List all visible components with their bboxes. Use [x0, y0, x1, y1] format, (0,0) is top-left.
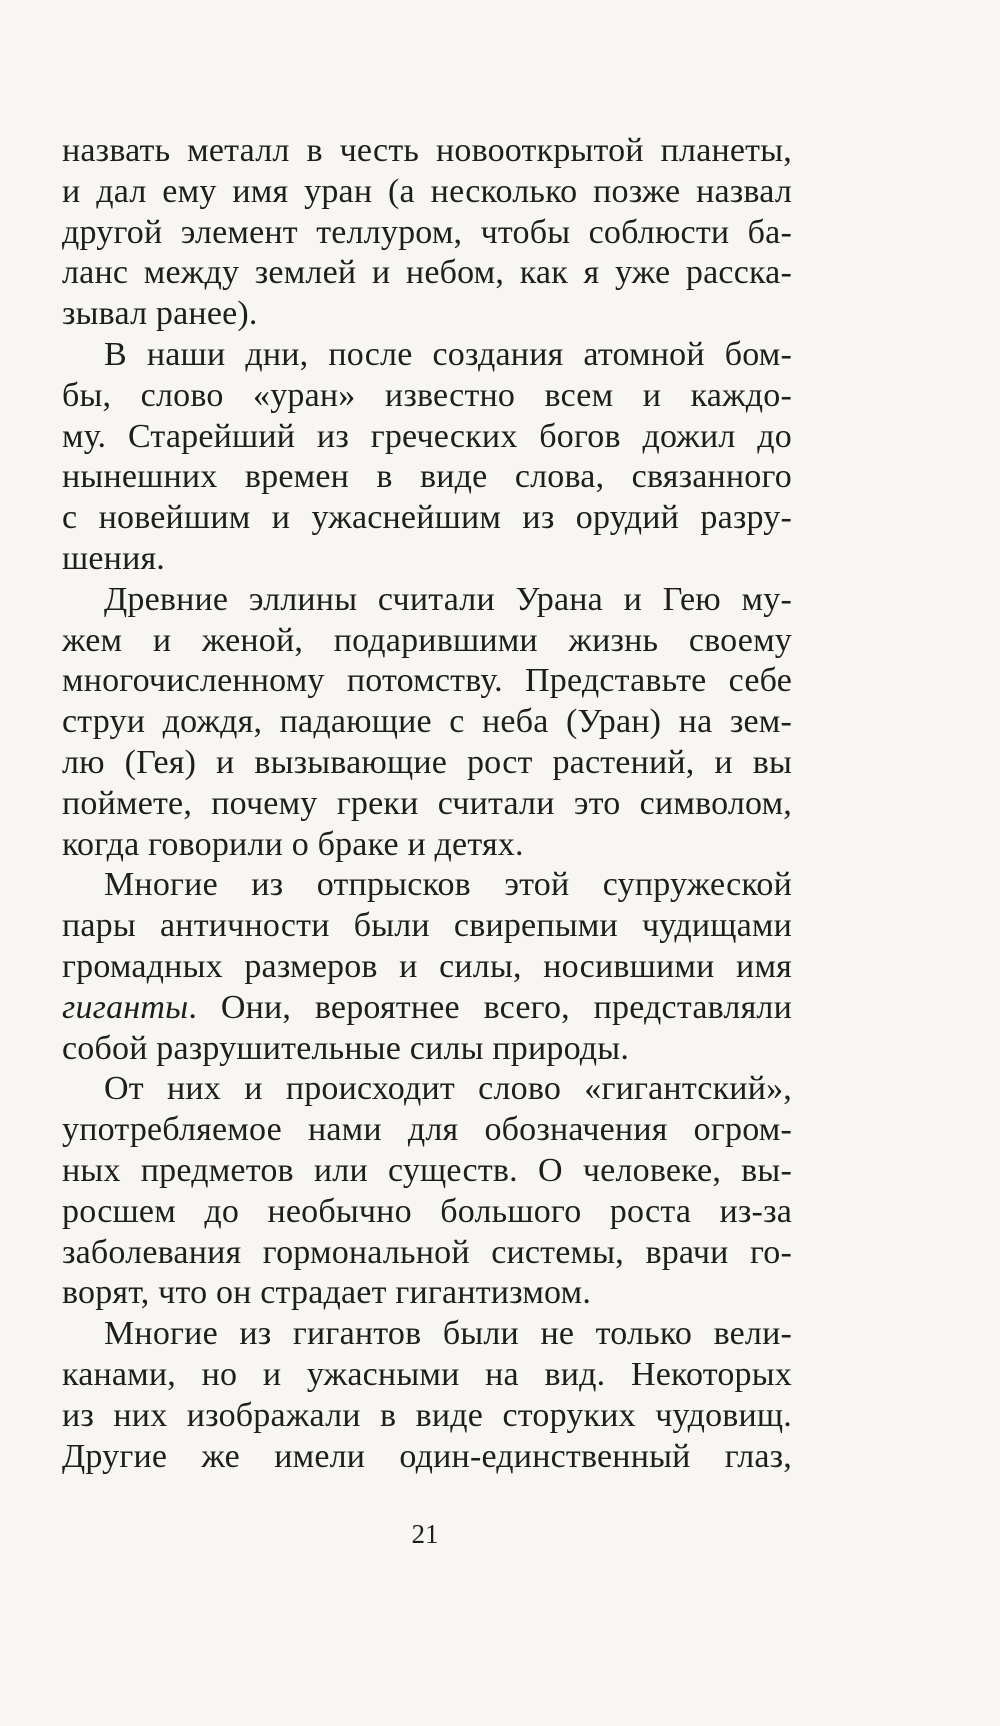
text-line: Другие же имели один-единственный глаз,: [62, 1437, 792, 1475]
text-line: заболевания гормональной системы, врачи го-: [62, 1233, 792, 1271]
text-line: В наши дни, после создания атомной бом-: [104, 335, 792, 373]
text-line: пары античности были свирепыми чудищами: [62, 907, 792, 945]
text-line: Многие из отпрысков этой супружеской: [104, 866, 792, 904]
text-line: зывал ранее).: [62, 295, 258, 333]
text-fragment: . Они, вероятнее всего, представляли: [188, 988, 792, 1026]
text-line: поймете, почему греки считали это символом,: [62, 784, 792, 822]
text-line: лю (Гея) и вызывающие рост растений, и вы: [62, 743, 792, 781]
text-line: нынешних времен в виде слова, связанного: [62, 458, 792, 496]
text-line: из них изображали в виде сторуких чудовищ.: [62, 1396, 792, 1434]
text-line: с новейшим и ужаснейшим из орудий разру-: [62, 499, 792, 537]
text-line: бы, слово «уран» известно всем и каждо-: [62, 376, 792, 414]
text-line: Многие из гигантов были не только вели-: [104, 1315, 792, 1353]
text-line: шения.: [62, 539, 166, 577]
text-line: когда говорили о браке и детях.: [62, 825, 524, 863]
text-line: струи дождя, падающие с неба (Уран) на зем-: [62, 703, 792, 741]
text-line: громадных размеров и силы, носившими имя: [62, 947, 792, 985]
text-line: другой элемент теллуром, чтобы соблюсти ба-: [62, 213, 792, 251]
text-line: росшем до необычно большого роста из-за: [62, 1192, 792, 1230]
text-line: От них и происходит слово «гигантский»,: [104, 1070, 792, 1108]
page-number: 21: [411, 1519, 439, 1549]
text-line: ланс между землей и небом, как я уже расска-: [62, 254, 792, 292]
text-line: ворят, что он страдает гигантизмом.: [62, 1274, 592, 1312]
body-text: [62, 131, 792, 1477]
text-line-with-italic: [62, 988, 792, 1029]
text-line: му. Старейший из греческих богов дожил до: [62, 417, 792, 455]
text-line: многочисленному потомству. Представьте себе: [62, 662, 792, 700]
text-line: канами, но и ужасными на вид. Некоторых: [62, 1355, 792, 1393]
text-line: ных предметов или существ. О человеке, вы-: [62, 1151, 792, 1189]
text-line: собой разрушительные силы природы.: [62, 1029, 630, 1067]
text-line: употребляемое нами для обозначения огром-: [62, 1111, 792, 1149]
italic-term: гиганты: [62, 988, 189, 1026]
text-line: и дал ему имя уран (а несколько позже назвал: [62, 172, 792, 210]
text-line: назвать металл в честь новооткрытой планеты,: [62, 132, 792, 169]
text-line: Древние эллины считали Урана и Гею му-: [104, 580, 792, 618]
text-line: жем и женой, подарившими жизнь своему: [62, 621, 792, 659]
